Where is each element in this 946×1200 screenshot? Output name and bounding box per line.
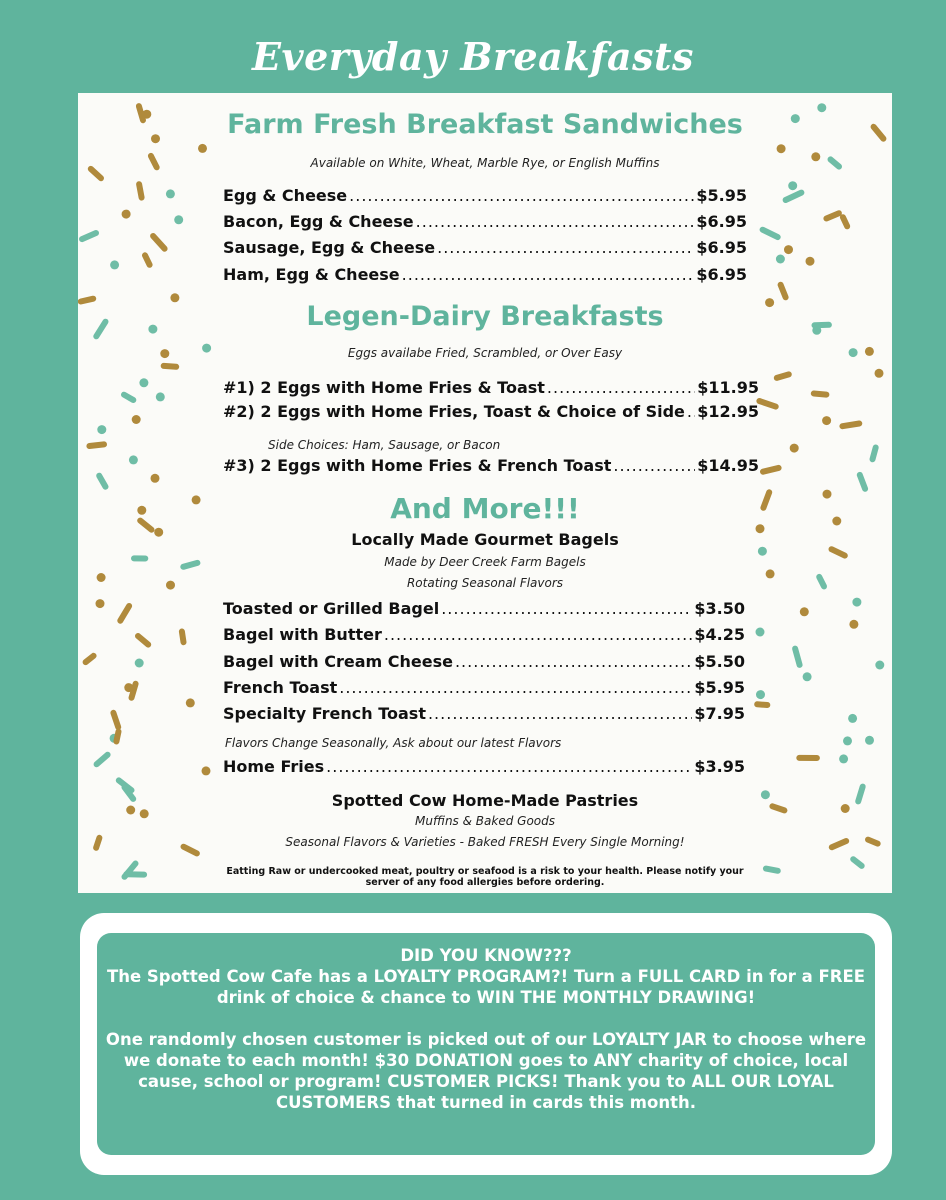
menu-item-price: $14.95 (697, 456, 759, 475)
menu-item-price: $5.50 (694, 652, 745, 671)
menu-item-name: Egg & Cheese (223, 186, 348, 205)
dot-leader (349, 186, 694, 205)
dot-leader (547, 378, 695, 397)
menu-item-price: $6.95 (696, 265, 747, 284)
dot-leader (416, 212, 695, 231)
loyalty-heading: DID YOU KNOW??? (400, 946, 572, 965)
menu-item-price: $12.95 (697, 402, 759, 421)
dot-leader (455, 652, 692, 671)
menu-item-name: Specialty French Toast (223, 704, 426, 723)
side-choices-note: Side Choices: Ham, Sausage, or Bacon (268, 438, 501, 452)
menu-item-price: $5.95 (694, 678, 745, 697)
menu-item-price: $5.95 (696, 186, 747, 205)
menu-card (78, 93, 892, 893)
food-safety-disclaimer: Eatting Raw or undercooked meat, poultry or seafood is a risk to your health. Please notify your server of any food allergies before ordering. (226, 866, 744, 888)
menu-item (223, 238, 747, 257)
menu-item (223, 625, 745, 644)
menu-item-price: $3.50 (694, 599, 745, 618)
dot-leader (326, 757, 692, 776)
loyalty-paragraph: One randomly chosen customer is picked out of our LOYALTY JAR to choose where we donate to each month! $30 DONATION goes to ANY charity of choice, local cause, school or program! CUSTOMER PICKS! Thank you to ALL OUR LOYAL CUSTOMERS that turned in cards this month. (105, 1030, 867, 1112)
pastries-heading: Spotted Cow Home-Made Pastries (331, 791, 639, 810)
loyalty-paragraph: The Spotted Cow Cafe has a LOYALTY PROGRAM?! Turn a FULL CARD in for a FREE drink of choice & chance to WIN THE MONTHLY DRAWING! (106, 967, 866, 1007)
menu-item-name: Toasted or Grilled Bagel (223, 599, 440, 618)
menu-item-name: Ham, Egg & Cheese (223, 265, 400, 284)
menu-item-name: #2) 2 Eggs with Home Fries, Toast & Choice of Side (223, 402, 685, 421)
menu-item-name: Bagel with Cream Cheese (223, 652, 453, 671)
menu-item-price: $11.95 (697, 378, 759, 397)
dot-leader (441, 599, 692, 618)
loyalty-box (97, 933, 875, 1155)
dairy-note: Eggs availabe Fried, Scrambled, or Over Easy (347, 346, 623, 360)
dot-leader (687, 402, 695, 421)
pastries-note: Seasonal Flavors & Varieties - Baked FRESH Every Single Morning! (285, 835, 685, 849)
bagels-note: Rotating Seasonal Flavors (406, 576, 564, 590)
menu-item (223, 599, 745, 618)
menu-item-name: #1) 2 Eggs with Home Fries & Toast (223, 378, 545, 397)
menu-item (223, 186, 747, 205)
menu-item-price: $6.95 (696, 238, 747, 257)
dot-leader (437, 238, 694, 257)
menu-item-name: Bacon, Egg & Cheese (223, 212, 414, 231)
menu-item (223, 704, 745, 723)
menu-item-name: Bagel with Butter (223, 625, 382, 644)
dot-leader (613, 456, 695, 475)
bagels-heading: Locally Made Gourmet Bagels (351, 530, 619, 549)
dot-leader (428, 704, 692, 723)
menu-item-name: Sausage, Egg & Cheese (223, 238, 436, 257)
menu-item (223, 678, 745, 697)
dot-leader (384, 625, 693, 644)
dot-leader (402, 265, 695, 284)
menu-item-price: $3.95 (694, 757, 745, 776)
menu-item-price: $7.95 (694, 704, 745, 723)
menu-item (223, 378, 759, 397)
section-title-more: And More!!! (390, 492, 580, 525)
menu-item-name: #3) 2 Eggs with Home Fries & French Toast (223, 456, 612, 475)
menu-item (223, 402, 759, 421)
menu-item (223, 265, 747, 284)
flavors-note: Flavors Change Seasonally, Ask about our latest Flavors (225, 736, 562, 750)
page-title: Everyday Breakfasts (252, 34, 694, 79)
section-title-sandwiches: Farm Fresh Breakfast Sandwiches (227, 109, 743, 140)
menu-item-name: Home Fries (223, 757, 325, 776)
dot-leader (339, 678, 692, 697)
section-title-dairy: Legen-Dairy Breakfasts (306, 301, 664, 332)
sandwiches-note: Available on White, Wheat, Marble Rye, or English Muffins (310, 156, 660, 170)
pastries-note: Muffins & Baked Goods (415, 814, 555, 828)
menu-item (223, 652, 745, 671)
loyalty-panel (80, 913, 892, 1175)
menu-item-name: French Toast (223, 678, 338, 697)
menu-item-price: $4.25 (694, 625, 745, 644)
menu-item-price: $6.95 (696, 212, 747, 231)
bagels-note: Made by Deer Creek Farm Bagels (384, 555, 586, 569)
menu-item (223, 212, 747, 231)
menu-item (223, 757, 745, 776)
menu-item (223, 456, 759, 475)
